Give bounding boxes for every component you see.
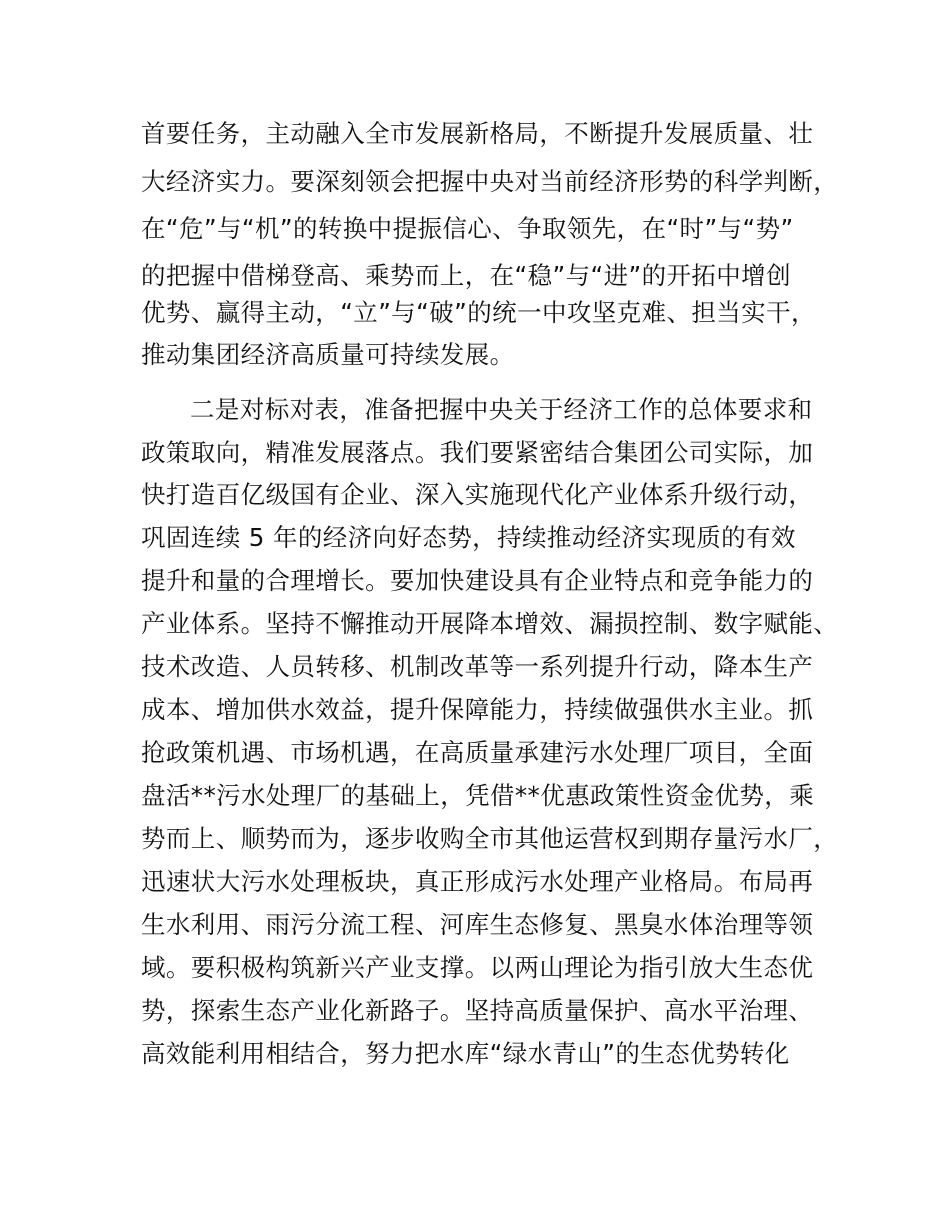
paragraph-line: 优势、赢得主动，“立”与“破”的统一中攻坚克难、担当实干， (141, 298, 816, 327)
paragraph-line-indented: 二是对标对表，准备把握中央关于经济工作的总体要求和 (190, 395, 813, 424)
paragraph-line: 迅速状大污水处理板块，真正形成污水处理产业格局。布局再 (141, 867, 814, 896)
paragraph-line: 的把握中借梯登高、乘势而上，在“稳”与“进”的开拓中增创 (141, 261, 791, 290)
paragraph-line: 在“危”与“机”的转换中提振信心、争取领先，在“时”与“势” (141, 214, 794, 243)
paragraph-line: 提升和量的合理增长。要加快建设具有企业特点和竞争能力的 (141, 566, 814, 595)
paragraph-line: 技术改造、人员转移、机制改革等一系列提升行动，降本生产 (141, 652, 814, 681)
paragraph-line: 推动集团经济高质量可持续发展。 (141, 340, 515, 369)
paragraph-line: 域。要积极构筑新兴产业支撑。以两山理论为指引放大生态优 (141, 953, 814, 982)
paragraph-line: 首要任务，主动融入全市发展新格局，不断提升发展质量、壮 (141, 119, 814, 148)
paragraph-line: 政策取向，精准发展落点。我们要紧密结合集团公司实际，加 (141, 438, 814, 467)
paragraph-line: 高效能利用相结合，努力把水库“绿水青山”的生态优势转化 (141, 1039, 790, 1068)
paragraph-line: 势而上、顺势而为，逐步收购全市其他运营权到期存量污水厂， (141, 824, 839, 853)
paragraph-line: 盘活**污水处理厂的基础上，凭借**优惠政策性资金优势，乘 (141, 781, 815, 810)
paragraph-line: 巩固连续 5 年的经济向好态势，持续推动经济实现质的有效 (141, 523, 796, 552)
paragraph-line: 快打造百亿级国有企业、深入实施现代化产业体系升级行动， (141, 480, 814, 509)
paragraph-line: 产业体系。坚持不懈推动开展降本增效、漏损控制、数字赋能、 (141, 609, 839, 638)
paragraph-line: 生水利用、雨污分流工程、河库生态修复、黑臭水体治理等领 (141, 910, 814, 939)
paragraph-line: 抢政策机遇、市场机遇，在高质量承建污水处理厂项目，全面 (141, 738, 814, 767)
paragraph-line: 大经济实力。要深刻领会把握中央对当前经济形势的科学判断， (141, 167, 839, 196)
paragraph-line: 势，探索生态产业化新路子。坚持高质量保护、高水平治理、 (141, 996, 814, 1025)
paragraph-line: 成本、增加供水效益，提升保障能力，持续做强供水主业。抓 (141, 695, 814, 724)
